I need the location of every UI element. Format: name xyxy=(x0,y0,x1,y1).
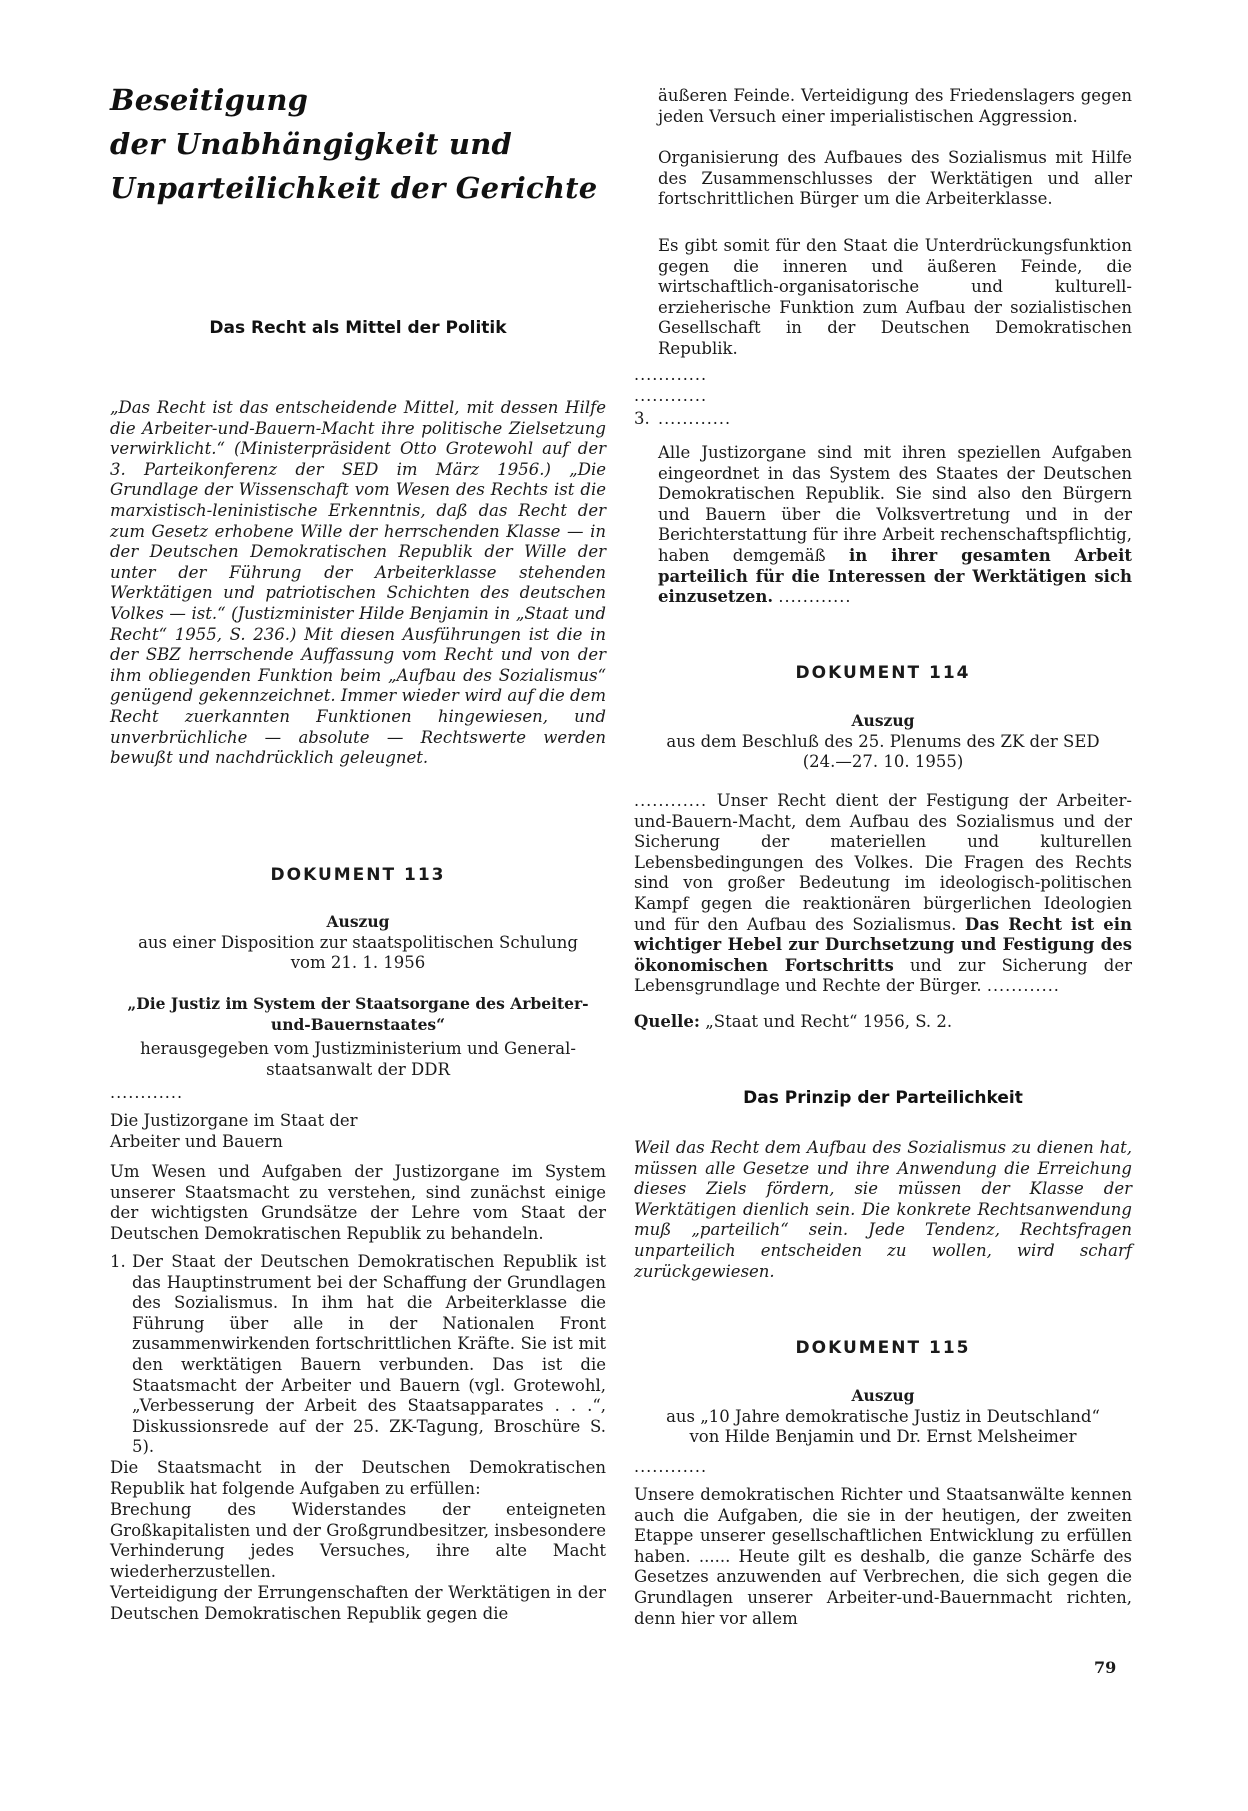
dokument-113-paragraph-1: Um Wesen und Aufgaben der Justizorgane im System unserer Staatsmacht zu verstehen, sind zunächst einige der wichtigsten Grundsätze der Lehre vom Staat der Deutschen Demokratischen Republik zu behandeln. xyxy=(110,1162,606,1243)
title-line-1: Beseitigung xyxy=(110,83,309,117)
dokument-113-source-line-2: vom 21. 1. 1956 xyxy=(290,953,426,973)
dokument-114-text-tail: und zur Sicherung der Lebensgrundlage und Rechte der Bürger. xyxy=(634,955,1132,996)
dokument-113-paragraph-2: Die Staatsmacht in der Deutschen Demokratischen Republik hat folgende Aufgaben zu erfüllen: xyxy=(110,1458,606,1498)
paragraph-4-text: Alle Justizorgane sind mit ihren speziellen Aufgaben eingeordnet in das System des Staates der Deutschen Demokratischen Republik. Sie sind also den Bürgern und Bauern über die Volksvertretung und in der Berichterstattung für ihre Arbeit rechenschaftspflichtig, haben demgemäß xyxy=(658,443,1132,565)
continuation-paragraph-2: Organisierung des Aufbaues des Sozialismus mit Hilfe des Zusammenschlusses der Werktätigen und aller fortschrittlichen Bürger um die Arbeiterklasse. xyxy=(658,148,1132,209)
quelle-label: Quelle: xyxy=(634,1012,700,1031)
dokument-113-list-item-1 xyxy=(110,1252,606,1458)
dokument-113-subheading-line-2: Arbeiter und Bauern xyxy=(110,1131,283,1151)
dokument-113-paragraph-3: Brechung des Widerstandes der enteigneten Großkapitalisten und der Großgrundbesitzer, insbesondere Verhinderung jedes Versuches, ihre alte Macht wiederherzustellen. xyxy=(110,1500,606,1581)
parteilichkeit-italic-paragraph: Weil das Recht dem Aufbau des Sozialismus zu dienen hat, müssen alle Gesetze und ihre Anwendung die Erreichung dieses Ziels fördern, sie müssen der Klasse der Werktätigen dienlich sein. Die konkrete Rechtsanwendung muß „parteilich“ sein. Jede Tendenz, Rechtsfragen unparteilich entscheiden zu wollen, wird scharf zurückgewiesen. xyxy=(634,1138,1132,1281)
dokument-115-source-line-2: von Hilde Benjamin und Dr. Ernst Melsheimer xyxy=(689,1427,1077,1447)
dokument-114-source-line-2: (24.—27. 10. 1955) xyxy=(802,752,964,772)
title-line-3: Unparteilichkeit der Gerichte xyxy=(110,171,598,205)
dokument-113-editor-line-1: herausgegeben vom Justizministerium und General- xyxy=(140,1039,576,1058)
section-heading-parteilichkeit: Das Prinzip der Parteilichkeit xyxy=(743,1088,1023,1108)
continuation-paragraph-4 xyxy=(658,443,1132,608)
dokument-115-source-line-1: aus „10 Jahre demokratische Justiz in Deutschland“ xyxy=(666,1406,1100,1426)
dokument-113-ellipsis: ............ xyxy=(110,1083,184,1102)
dokument-115-header-block xyxy=(634,1386,1132,1448)
dokument-114-auszug: Auszug xyxy=(851,711,915,730)
dokument-114-ellipsis: ............ xyxy=(634,791,708,810)
dokument-115-auszug: Auszug xyxy=(851,1386,915,1405)
ellipsis-line-1: ............ xyxy=(634,365,708,384)
title-line-2: der Unabhängigkeit und xyxy=(110,127,512,161)
dokument-113-source-line-1: aus einer Disposition zur staatspolitischen Schulung xyxy=(138,932,578,952)
continuation-paragraph-1: äußeren Feinde. Verteidigung des Friedenslagers gegen jeden Versuch einer imperialistischen Aggression. xyxy=(658,86,1132,126)
dokument-114-source-line-1: aus dem Beschluß des 25. Plenums des ZK der SED xyxy=(666,731,1100,751)
list-number: 3. xyxy=(634,409,650,428)
paragraph-4-bold: in ihrer gesamten Arbeit parteilich für die Interessen der Werktätigen sich einzusetzen. xyxy=(658,545,1132,607)
section-heading-politik: Das Recht als Mittel der Politik xyxy=(209,318,507,338)
dokument-114-tail-ellipsis: ............ xyxy=(986,976,1060,996)
dokument-115-text: Unsere demokratischen Richter und Staatsanwälte kennen auch die Aufgaben, die sie in der heutigen, der zweiten Etappe unserer gesellschaftlichen Entwicklung zu erfüllen haben. ...... Heute gilt es deshalb, die ganze Schärfe des Gesetzes anzuwenden auf Verbrechen, die sich gegen die Grundlagen unserer Arbeiter-und-Bauernmacht richten, denn hier vor allem xyxy=(634,1485,1132,1628)
list-text: Der Staat der Deutschen Demokratischen Republik ist das Hauptinstrument bei der Schaffung der Grundlagen des Sozialismus. In ihm hat die Arbeiterklasse die Führung über alle in der Nationalen Front zusammenwirkenden fortschrittlichen Kräfte. Sie ist mit den werktätigen Bauern verbunden. Das ist die Staatsmacht der Arbeiter und Bauern (vgl. Grotewohl, „Verbesserung der Arbeit des Staatsapparates . . .“, Diskussionsrede auf der 25. ZK-Tagung, Broschüre S. 5). xyxy=(132,1252,606,1457)
dokument-113-subheading-line-1: Die Justizorgane im Staat der xyxy=(110,1111,358,1130)
dokument-113-editor-block xyxy=(110,1039,606,1080)
dokument-114-heading: DOKUMENT 114 xyxy=(795,663,971,683)
list-item-3-ellipsis: ............ xyxy=(658,409,732,428)
dokument-113-subheading xyxy=(110,1111,606,1152)
dokument-114-quelle xyxy=(634,1012,1132,1033)
dokument-113-auszug: Auszug xyxy=(326,912,390,931)
dokument-115-heading: DOKUMENT 115 xyxy=(795,1338,971,1358)
list-item-3 xyxy=(634,409,731,430)
continuation-paragraph-3: Es gibt somit für den Staat die Unterdrückungsfunktion gegen die inneren und äußeren Feinde, die wirtschaftlich-organisatorische und kulturell-erzieherische Funktion zum Aufbau der sozialistischen Gesellschaft in der Deutschen Demokratischen Republik. xyxy=(658,236,1132,358)
dokument-113-header-block xyxy=(110,912,606,974)
list-number: 1. xyxy=(110,1252,126,1271)
paragraph-4-ellipsis: ............ xyxy=(778,587,852,607)
quelle-text: „Staat und Recht“ 1956, S. 2. xyxy=(705,1012,953,1031)
dokument-114-text xyxy=(634,791,1132,997)
intro-italic-paragraph: „Das Recht ist das entscheidende Mittel, mit dessen Hilfe die Arbeiter-und-Bauern-Macht ihre politische Zielsetzung verwirklicht.“ (Ministerpräsident Otto Grotewohl auf der 3. Parteikonferenz der SED im März 1956.) „Die Grundlage der Wissenschaft vom Wesen des Rechts ist die marxistisch-leninistische Erkenntnis, daß das Recht der zum Gesetz erhobene Wille der herrschenden Klasse — in der Deutschen Demokratischen Republik der Wille der unter der Führung der Arbeiterklasse stehenden Werktätigen und patriotischen Schichten des deutschen Volkes — ist.“ (Justizminister Hilde Benjamin in „Staat und Recht“ 1955, S. 236.) Mit diesen Ausführungen ist die in der SBZ herrschende Auffassung vom Recht und von der ihm obliegenden Funktion beim „Aufbau des Sozialismus“ genügend gekennzeichnet. Immer wieder wird auf die dem Recht zuerkannten Funktionen hingewiesen, und unverbrüchliche — absolute — Rechtswerte werden bewußt und nachdrücklich geleugnet. xyxy=(110,398,606,768)
dokument-114-header-block xyxy=(634,711,1132,773)
dokument-113-editor-line-2: staatsanwalt der DDR xyxy=(266,1059,450,1079)
page-number: 79 xyxy=(1094,1658,1117,1677)
dokument-113-paragraph-4: Verteidigung der Errungenschaften der Werktätigen in der Deutschen Demokratischen Republik gegen die xyxy=(110,1583,606,1623)
dokument-113-bold-title: „Die Justiz im System der Staatsorgane des Arbeiter- und-Bauernstaates“ xyxy=(127,994,589,1034)
ellipsis-line-2: ............ xyxy=(634,386,708,405)
article-title xyxy=(110,78,606,210)
dokument-113-heading: DOKUMENT 113 xyxy=(270,865,446,885)
dokument-114-text-bold: Das Recht ist ein wichtiger Hebel zur Durchsetzung und Festigung des ökonomischen Fortschritts xyxy=(634,914,1132,975)
dokument-115-ellipsis: ............ xyxy=(634,1457,708,1476)
dokument-114-text-plain: Unser Recht dient der Festigung der Arbeiter-und-Bauern-Macht, dem Aufbau des Sozialismus und der Sicherung der materiellen und kulturellen Lebensbedingungen des Volkes. Die Fragen des Rechts sind von großer Bedeutung im ideologisch-politischen Kampf gegen die reaktionären bürgerlichen Ideologien und für den Aufbau des Sozialismus. xyxy=(634,791,1132,934)
